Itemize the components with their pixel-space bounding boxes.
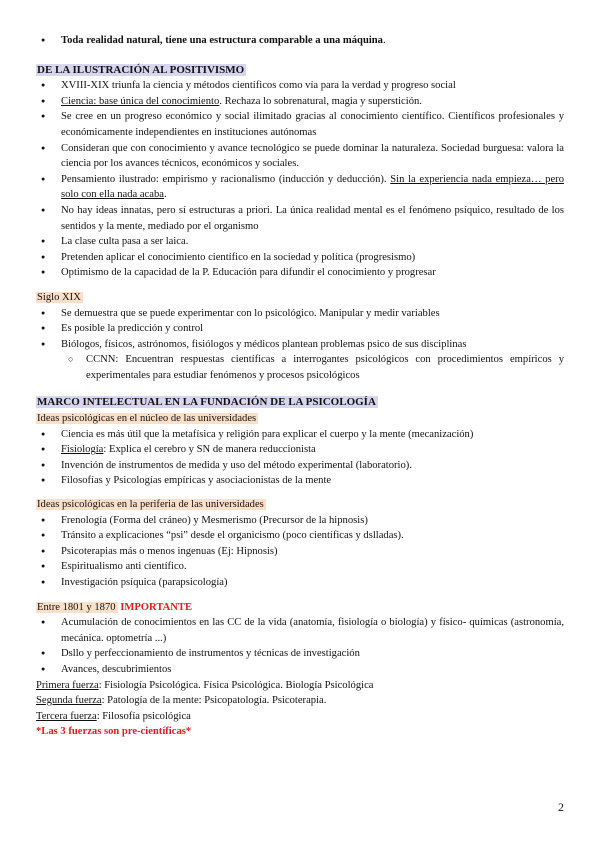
- document-page: [36, 33, 564, 740]
- list-item: ● La clase culta pasa a ser laica.: [36, 234, 564, 250]
- section-heading-siglo-xix: [36, 290, 564, 306]
- intro-list: [36, 33, 564, 49]
- list-item: ● Biólogos, físicos, astrónomos, fisiólogos y médicos plantean problemas psico de sus disciplinas: [36, 337, 564, 353]
- list-item: ● No hay ideas innatas, pero sí estructuras a priori. La única realidad mental es el fenómeno psíquico, resultado de los sentidos y la mente, mediado por el organismo: [36, 203, 564, 234]
- list-item: ● Frenología (Forma del cráneo) y Mesmerismo (Precursor de la hipnosis): [36, 513, 564, 529]
- punctuation: .: [382, 35, 386, 46]
- nucleo-list: [36, 427, 564, 489]
- list-item: ● XVIII-XIX triunfa la ciencia y métodos científicos como vía para la verdad y progreso social: [36, 78, 564, 94]
- list-item: [36, 172, 564, 203]
- section-heading-1801-1870: [36, 600, 564, 616]
- list-item: ● Invención de instrumentos de medida y uso del método experimental (laboratorio).: [36, 458, 564, 474]
- force-label: Primera fuerza: [36, 679, 99, 691]
- section-heading-ilustracion: [36, 63, 564, 79]
- list-item: ● Se cree en un progreso económico y social ilimitado gracias al conocimiento científico. Científicos profesionales y económicamente independientes en instituciones autónomas: [36, 109, 564, 140]
- page-number: 2: [558, 800, 564, 815]
- heading-text: MARCO INTELECTUAL EN LA FUNDACIÓN DE LA PSICOLOGÍA: [37, 396, 376, 409]
- list-item: ● Optimismo de la capacidad de la P. Educación para difundir el conocimiento y progresar: [36, 265, 564, 281]
- force-text: : Filosofía psicológica: [96, 710, 191, 722]
- list-item: ● Ciencia es más útil que la metafísica y religión para explicar el cuerpo y la mente (mecanización): [36, 427, 564, 443]
- subheading-nucleo: [36, 411, 564, 427]
- list-item: ● Pretenden aplicar el conocimiento científico en la sociedad y política (progresismo): [36, 250, 564, 266]
- force-line-1: [36, 678, 564, 694]
- force-label: Tercera fuerza: [36, 710, 97, 722]
- list-item: ● Dsllo y perfeccionamiento de instrumentos y técnicas de investigación: [36, 646, 564, 662]
- item-text: : Explica el cerebro y SN de manera reduccionista: [103, 444, 316, 456]
- list-item: [36, 442, 564, 458]
- heading-text: Siglo XIX: [37, 291, 81, 303]
- force-label: Segunda fuerza: [36, 695, 102, 707]
- pre-scientific-note: *Las 3 fuerzas son pre-científicas*: [36, 726, 192, 738]
- important-label: IMPORTANTE: [117, 601, 193, 613]
- sub-list-item: ○ CCNN: Encuentran respuestas científicas a interrogantes psicológicos con procedimientos empíricos y experimentales para estudiar fenómenos y procesos psicológicos: [36, 352, 564, 383]
- siglo-xix-list: [36, 306, 564, 384]
- underlined-text: Fisiología: [61, 444, 104, 456]
- subheading-text: Ideas psicológicas en el núcleo de las universidades: [37, 413, 257, 425]
- section-heading-marco-intelectual: [36, 395, 564, 411]
- force-text: : Fisiología Psicológica. Física Psicológica. Biología Psicológica: [98, 679, 374, 691]
- force-text: : Patología de la mente: Psicopatología. Psicoterapia.: [101, 695, 327, 707]
- list-item: ● Investigación psíquica (parapsicología): [36, 575, 564, 591]
- list-item: [36, 33, 564, 49]
- list-item: ● Filosofías y Psicologías empíricas y asociacionistas de la mente: [36, 473, 564, 489]
- list-item: ● Tránsito a explicaciones “psi” desde el organicismo (poco científicas y dslladas).: [36, 528, 564, 544]
- heading-text: Entre 1801 y 1870: [37, 601, 116, 613]
- force-line-3: [36, 709, 564, 725]
- list-item: ● Consideran que con conocimiento y avance tecnológico se puede dominar la naturaleza. Sociedad burguesa: valora la ciencia por los avances técnicos, económicos y sociales.: [36, 141, 564, 172]
- list-item: ● Avances, descubrimientos: [36, 662, 564, 678]
- underlined-text: Ciencia: base única del conocimiento: [61, 95, 220, 107]
- list-item: ● Espiritualismo anti científico.: [36, 559, 564, 575]
- list-item: ● Acumulación de conocimientos en las CC de la vida (anatomía, fisiología o biología) y físico- químicas (astronomía, mecánica. optometría ...): [36, 615, 564, 646]
- list-item: ● Es posible la predicción y control: [36, 321, 564, 337]
- intro-bold-text: Toda realidad natural, tiene una estructura comparable a una máquina: [61, 35, 383, 46]
- item-text: Pensamiento ilustrado: empirismo y racionalismo (inducción y deducción).: [61, 173, 391, 185]
- punctuation: .: [163, 189, 167, 201]
- list-item: ● Psicoterapias más o menos ingenuas (Ej: Hipnosis): [36, 544, 564, 560]
- subheading-text: Ideas psicológicas en la periferia de las universidades: [37, 499, 264, 511]
- force-line-2: [36, 693, 564, 709]
- subheading-periferia: [36, 497, 564, 513]
- list-item: [36, 94, 564, 110]
- underlined-text: Sin la experiencia nada empieza… pero solo con ella nada acaba: [61, 173, 564, 201]
- item-text: . Rechaza lo sobrenatural, magia y superstición.: [219, 95, 422, 107]
- list-item: ● Se demuestra que se puede experimentar con lo psicológico. Manipular y medir variables: [36, 306, 564, 322]
- period-list: [36, 615, 564, 677]
- heading-text: DE LA ILUSTRACIÓN AL POSITIVISMO: [37, 63, 245, 76]
- periferia-list: [36, 513, 564, 591]
- ilustracion-list: [36, 78, 564, 281]
